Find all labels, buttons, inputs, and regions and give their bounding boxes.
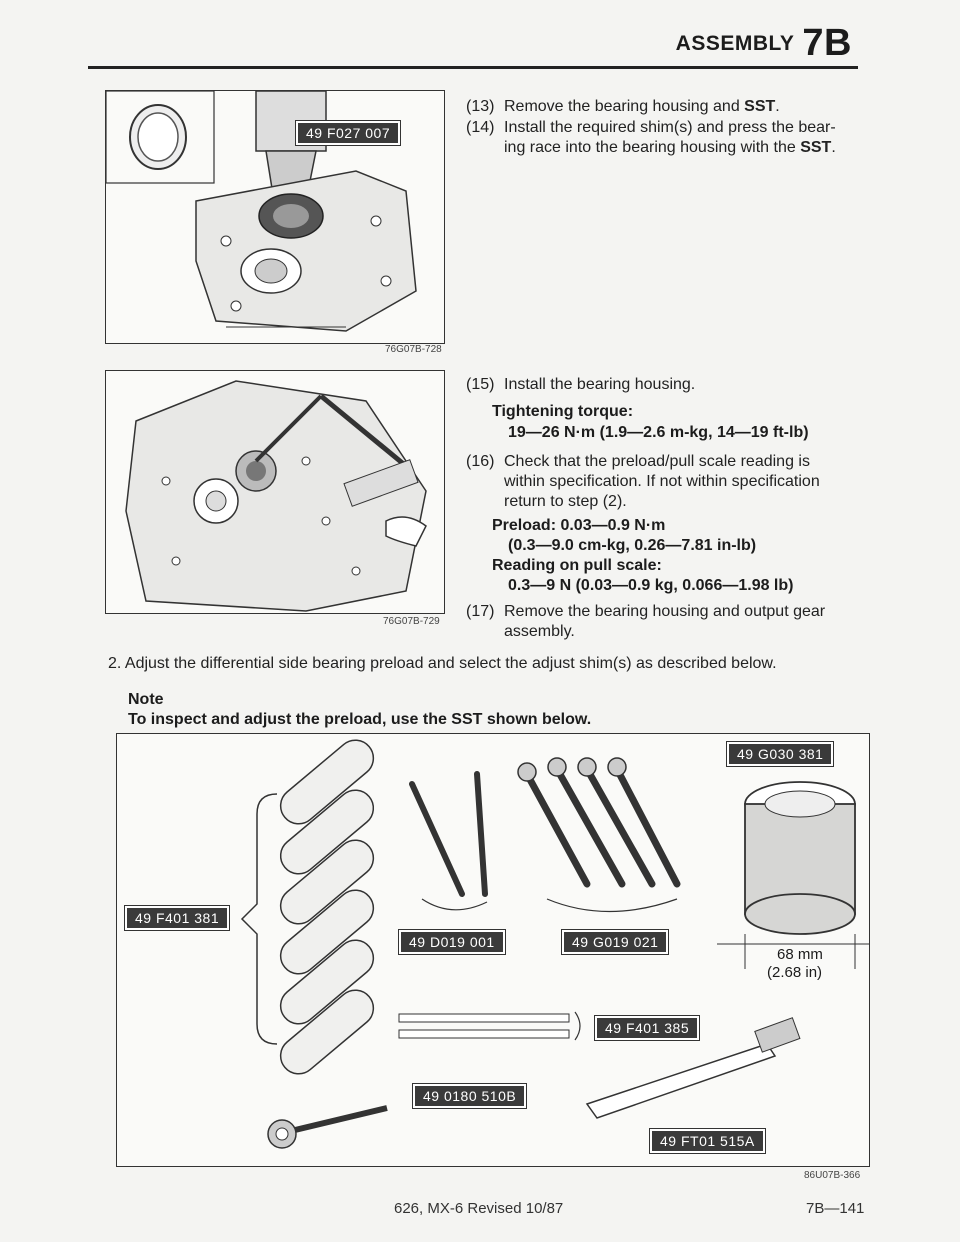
step-14-sst: SST	[800, 139, 832, 156]
step-14-number: (14)	[466, 119, 495, 136]
figure-preload-check	[105, 370, 445, 614]
dimension-mm: 68 mm	[777, 946, 823, 963]
step-13	[466, 97, 866, 117]
tool-label-49-0180-510b: 49 0180 510B	[413, 1084, 526, 1108]
step-14-line2: ing race into the bearing housing with the	[504, 139, 801, 156]
step-15-number: (15)	[466, 376, 495, 393]
step-16-line1: Check that the preload/pull scale reading is	[504, 453, 810, 470]
step-17-line2: assembly.	[504, 623, 575, 640]
figure-code-1: 76G07B-728	[385, 344, 442, 355]
step-17-line1: Remove the bearing housing and output gear	[504, 603, 826, 620]
torque-label: Tightening torque:	[492, 403, 634, 420]
section-name: ASSEMBLY	[675, 32, 795, 55]
step-14-end: .	[831, 139, 836, 156]
step-17-number: (17)	[466, 603, 495, 620]
step-14-line1: Install the required shim(s) and press the bear-	[504, 119, 836, 136]
chapter-number: 7B	[802, 22, 852, 64]
step-13-sst: SST	[744, 98, 776, 115]
step-16	[466, 452, 866, 512]
tool-label-49-ft01-515a: 49 FT01 515A	[650, 1129, 765, 1153]
tool-label-49-g019-021: 49 G019 021	[562, 930, 668, 954]
section-title	[676, 22, 852, 65]
footer-page-number: 7B—141	[806, 1200, 865, 1217]
step-17	[466, 602, 866, 642]
tool-label-49-f401-381: 49 F401 381	[125, 906, 229, 930]
reading-label: Reading on pull scale:	[492, 557, 662, 574]
tool-label-49-f401-385: 49 F401 385	[595, 1016, 699, 1040]
step-15-text: Install the bearing housing.	[504, 376, 696, 393]
preload-check-illustration	[106, 371, 444, 613]
tool-label-49-g030-381: 49 G030 381	[727, 742, 833, 766]
step-16-number: (16)	[466, 453, 495, 470]
torque-value: 19—26 N·m (1.9—2.6 m-kg, 14—19 ft-lb)	[508, 424, 809, 441]
footer-model-revision: 626, MX-6 Revised 10/87	[394, 1200, 564, 1217]
step-16-line2: within specification. If not within specification	[504, 473, 820, 490]
figure-sst-set	[116, 733, 870, 1167]
step-16-line3: return to step (2).	[504, 493, 627, 510]
instruction-2: 2. Adjust the differential side bearing preload and select the adjust shim(s) as described below.	[108, 655, 777, 672]
step-13-end: .	[775, 98, 780, 115]
note-label: Note	[128, 691, 164, 708]
figure-code-3: 86U07B-366	[804, 1170, 861, 1181]
step-13-text: Remove the bearing housing and	[504, 98, 745, 115]
note-text: To inspect and adjust the preload, use the SST shown below.	[128, 711, 592, 728]
dimension-in: (2.68 in)	[767, 964, 823, 981]
preload-label: Preload: 0.03—0.9 N·m	[492, 517, 666, 534]
figure-bearing-race-press	[105, 90, 445, 344]
step-13-number: (13)	[466, 98, 495, 115]
header-rule	[88, 66, 858, 69]
tool-label-49-d019-001: 49 D019 001	[399, 930, 505, 954]
reading-value: 0.3—9 N (0.03—0.9 kg, 0.066—1.98 lb)	[508, 577, 794, 594]
step-15	[466, 375, 866, 395]
figure-code-2: 76G07B-729	[383, 616, 440, 627]
step-14	[466, 118, 866, 158]
preload-value: (0.3—9.0 cm-kg, 0.26—7.81 in-lb)	[508, 537, 757, 554]
tool-label-49-f027-007: 49 F027 007	[296, 121, 400, 145]
